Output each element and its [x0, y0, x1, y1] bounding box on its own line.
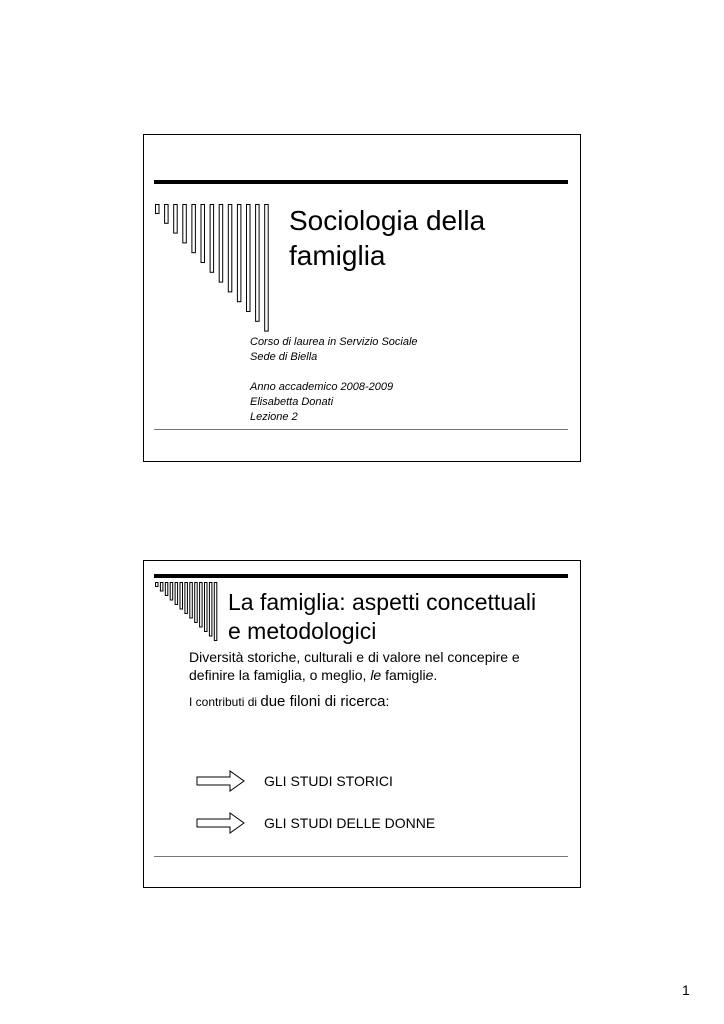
decorative-bar: [247, 205, 251, 312]
decorative-bar: [180, 583, 183, 610]
decorative-bar: [201, 205, 205, 263]
paragraph-contributions: I contributi di due filoni di ricerca:: [189, 693, 390, 710]
decorative-bar: [209, 583, 212, 637]
decorative-bar: [214, 583, 217, 641]
decorative-bars-graphic: [144, 135, 284, 335]
decorative-bar: [174, 205, 178, 234]
bottom-rule: [154, 429, 568, 430]
decorative-bar: [256, 205, 260, 322]
slide-2: [143, 560, 581, 888]
decorative-bar: [165, 205, 169, 224]
decorative-bar: [185, 583, 188, 614]
decorative-bar: [219, 205, 223, 283]
decorative-bars-graphic: [144, 561, 224, 661]
title-line-1: La famiglia: aspetti concettuali: [228, 589, 537, 615]
slide-1-title: [289, 203, 485, 273]
decorative-bar: [165, 583, 168, 596]
arrow-label: GLI STUDI DELLE DONNE: [264, 815, 436, 831]
decorative-bar: [265, 205, 269, 332]
decorative-bar: [228, 205, 232, 292]
course-info: [250, 335, 418, 425]
decorative-bar: [192, 205, 196, 253]
decorative-bar: [156, 205, 160, 214]
slide-2-title: [228, 588, 536, 646]
decorative-bar: [190, 583, 193, 619]
slide-1: [143, 134, 581, 462]
slide-2-body: [189, 648, 569, 711]
title-line-1: Sociologia della: [289, 205, 486, 236]
course-location: Sede di Biella: [250, 351, 318, 363]
lesson-number: Lezione 2: [250, 411, 298, 423]
decorative-bar: [170, 583, 173, 601]
decorative-bar: [183, 205, 187, 243]
decorative-bar: [200, 583, 203, 628]
decorative-bar: [175, 583, 178, 605]
paragraph-diversity: Diversità storiche, culturali e di valore nel concepire e definire la famiglia, o meglio, le famiglie.: [189, 649, 520, 683]
right-arrow-icon: [196, 812, 246, 836]
page-number: 1: [682, 982, 690, 998]
decorative-bar: [160, 583, 163, 592]
decorative-bar: [210, 205, 214, 273]
decorative-bar: [195, 583, 198, 623]
right-arrow-icon: [196, 770, 246, 794]
decorative-bar: [237, 205, 241, 302]
author-name: Elisabetta Donati: [250, 396, 334, 408]
decorative-bar: [205, 583, 208, 632]
course-name: Corso di laurea in Servizio Sociale: [250, 336, 418, 348]
title-line-2: e metodologici: [228, 618, 377, 644]
decorative-bar: [156, 583, 159, 587]
title-line-2: famiglia: [289, 240, 386, 271]
bottom-rule: [154, 856, 568, 857]
academic-year: Anno accademico 2008-2009: [250, 381, 394, 393]
arrow-label: GLI STUDI STORICI: [264, 773, 393, 789]
